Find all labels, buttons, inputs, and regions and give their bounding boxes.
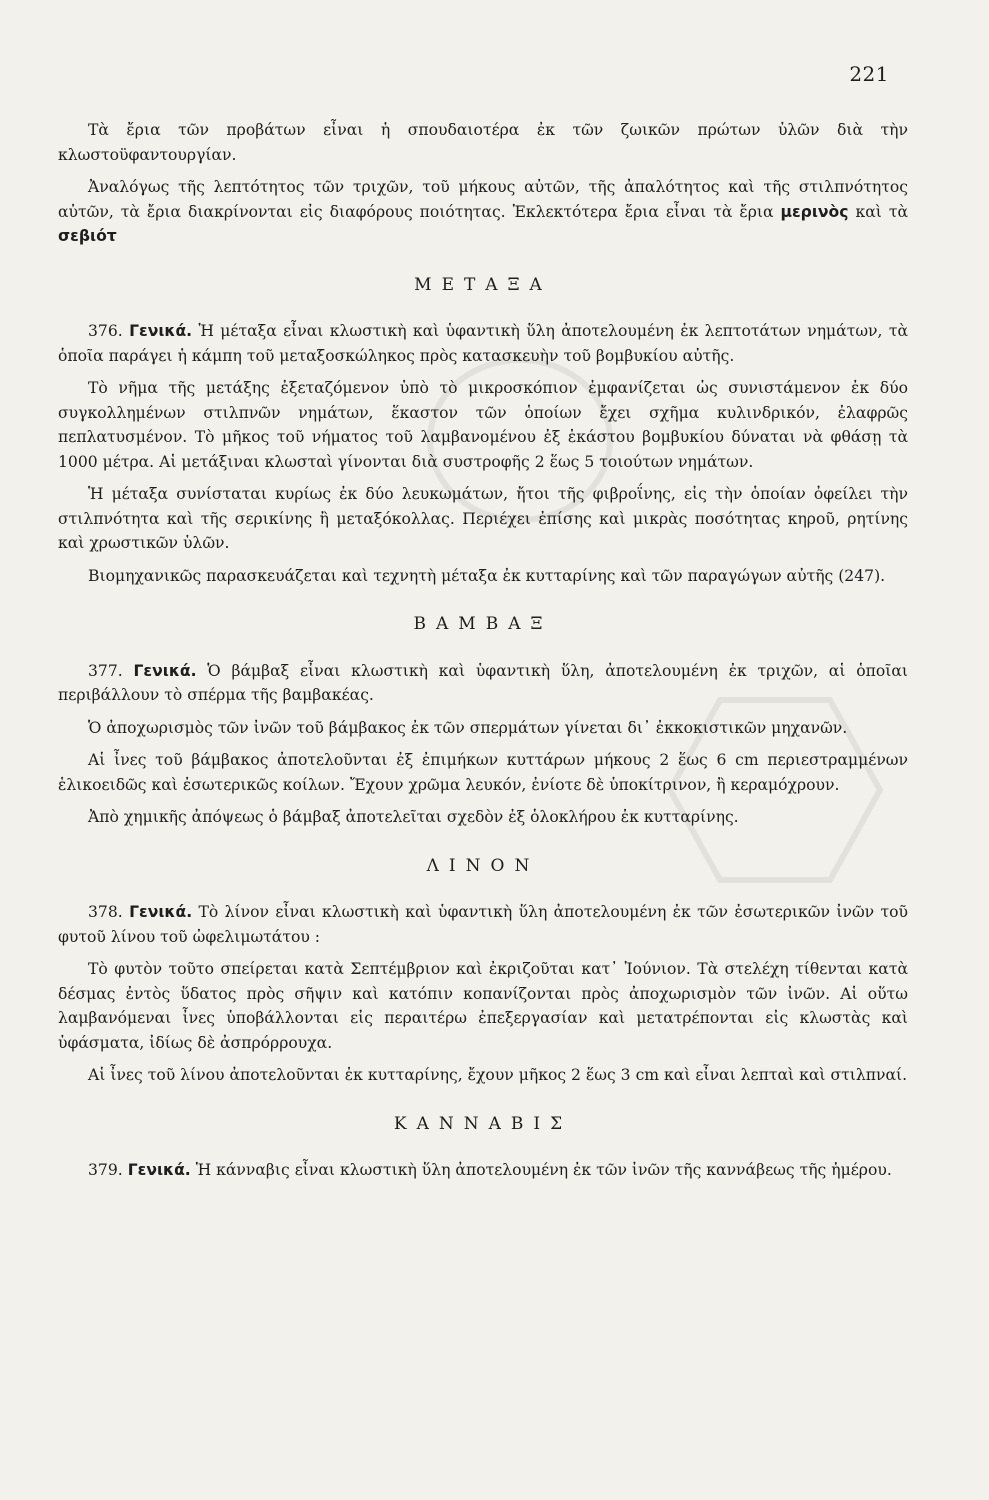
intro-paragraph-1: Τὰ ἔρια τῶν προβάτων εἶναι ἡ σπουδαιοτέρα ἐκ τῶν ζωικῶν πρώτων ὑλῶν διὰ τὴν κλωστοϋφαντουργίαν. xyxy=(58,121,908,164)
hemp-paragraph-1-text: Ἡ κάνναβις εἶναι κλωστικὴ ὕλη ἀποτελουμένη ἐκ τῶν ἰνῶν τῆς καννάβεως τῆς ἡμέρου. xyxy=(195,1161,892,1179)
intro-paragraph-2-mid: καὶ τὰ xyxy=(855,202,908,221)
section-heading: Γενικά. xyxy=(133,661,197,680)
page-body xyxy=(58,118,908,1191)
hemp-paragraph-1 xyxy=(58,1158,908,1183)
cotton-paragraph-2: Ὁ ἀποχωρισμὸς τῶν ἰνῶν τοῦ βάμβακος ἐκ τῶν σπερμάτων γίνεται δι᾽ ἐκκοκιστικῶν μηχανῶν. xyxy=(88,718,848,737)
section-heading: Γενικά. xyxy=(127,1161,191,1179)
cotton-paragraph-4: Ἀπὸ χημικῆς ἀπόψεως ὁ βάμβαξ ἀποτελεῖται σχεδὸν ἐξ ὁλοκλήρου ἐκ κυτταρίνης. xyxy=(88,808,739,826)
page-number: 221 xyxy=(849,62,889,86)
intro-paragraph-2 xyxy=(58,175,908,249)
silk-paragraph-4: Βιομηχανικῶς παρασκευάζεται καὶ τεχνητὴ μέταξα ἐκ κυτταρίνης καὶ τῶν παραγώγων αὐτῆς (247). xyxy=(88,566,886,585)
cotton-paragraph-1-text: Ὁ βάμβαξ εἶναι κλωστικὴ καὶ ὑφαντικὴ ὕλη, ἀποτελουμένη ἐκ τριχῶν, αἱ ὁποῖαι περιβάλλουν τὸ σπέρμα τῆς βαμβακέας. xyxy=(58,661,908,704)
section-title-linen: ΛΙΝΟΝ xyxy=(426,855,540,876)
section-number: 376. xyxy=(88,322,123,340)
section-number: 377. xyxy=(88,661,123,680)
section-number: 378. xyxy=(88,903,123,921)
section-title-cotton: ΒΑΜΒΑΞ xyxy=(413,614,553,634)
section-heading: Γενικά. xyxy=(129,903,193,921)
silk-paragraph-1 xyxy=(58,319,908,368)
linen-paragraph-3: Αἱ ἶνες τοῦ λίνου ἀποτελοῦνται ἐκ κυτταρίνης, ἔχουν μῆκος 2 ἕως 3 cm καὶ εἶναι λεπταὶ καὶ στιλπναί. xyxy=(88,1066,908,1084)
section-heading: Γενικά. xyxy=(129,322,193,340)
intro-paragraph-2-text: Ἀναλόγως τῆς λεπτότητος τῶν τριχῶν, τοῦ μήκους αὐτῶν, τῆς ἀπαλότητος καὶ τῆς στιλπνότητος αὐτῶν, τὰ ἔρια διακρίνονται εἰς διαφόρους ποιότητας. Ἐκλεκτότερα ἔρια εἶναι τὰ ἔρια xyxy=(58,178,908,221)
silk-paragraph-2: Τὸ νῆμα τῆς μετάξης ἐξεταζόμενον ὑπὸ τὸ μικροσκόπιον ἐμφανίζεται ὡς συνιστάμενον ἐκ δύο συγκολλημένων στιλπνῶν νημάτων, ἕκαστον τῶν ὁποίων ἔχει σχῆμα κυλινδρικόν, ἐλαφρῶς πεπλατυσμένον. Τὸ μῆκος τοῦ νήματος τοῦ λαμβανομένου ἐξ ἑκάστου βομβυκίου δύναται νὰ φθάσῃ τὰ 1000 μέτρα. Αἱ μετάξιναι κλωσταὶ γίνονται διὰ συστροφῆς 2 ἕως 5 τοιούτων νημάτων. xyxy=(58,379,908,471)
linen-paragraph-2: Τὸ φυτὸν τοῦτο σπείρεται κατὰ Σεπτέμβριον καὶ ἐκριζοῦται κατ᾽ Ἰούνιον. Τὰ στελέχη τίθενται κατὰ δέσμας ἐντὸς ὕδατος πρὸς σῆψιν καὶ κατόπιν κοπανίζονται πρὸς ἀποχωρισμὸν τῶν ἰνῶν. Αἱ οὕτω λαμβανόμεναι ἶνες ὑποβάλλονται εἰς περαιτέρω ἐπεξεργασίαν καὶ μετατρέπονται εἰς κλωστὰς καὶ ὑφάσματα, ἰδίως δὲ ἀσπρόρρουχα. xyxy=(58,960,908,1052)
term-merino: μερινὸς xyxy=(780,202,849,221)
linen-paragraph-1-text: Τὸ λίνον εἶναι κλωστικὴ καὶ ὑφαντικὴ ὕλη ἀποτελουμένη ἐκ τῶν ἐσωτερικῶν ἰνῶν τοῦ φυτοῦ λίνου τοῦ ὠφελιμωτάτου : xyxy=(58,903,908,946)
section-title-hemp: ΚΑΝΝΑΒΙΣ xyxy=(393,1113,573,1134)
silk-paragraph-3: Ἡ μέταξα συνίσταται κυρίως ἐκ δύο λευκωμάτων, ἤτοι τῆς φιβροΐνης, εἰς τὴν ὁποίαν ὀφείλει τὴν στιλπνότητα καὶ τῆς σερικίνης ἢ μεταξόκολλας. Περιέχει ἐπίσης καὶ μικρὰς ποσότητας κηροῦ, ρητίνης καὶ χρωστικῶν ὑλῶν. xyxy=(58,485,908,552)
section-title-silk: ΜΕΤΑΞΑ xyxy=(414,274,552,295)
silk-paragraph-1-text: Ἡ μέταξα εἶναι κλωστικὴ καὶ ὑφαντικὴ ὕλη ἀποτελουμένη ἐκ λεπτοτάτων νημάτων, τὰ ὁποῖα παράγει ἡ κάμπη τοῦ μεταξοσκώληκος πρὸς κατασκευὴν τοῦ βομβυκίου αὐτῆς. xyxy=(58,322,908,365)
section-number: 379. xyxy=(88,1161,123,1179)
term-cheviot: σεβιότ xyxy=(58,227,117,245)
linen-paragraph-1 xyxy=(58,900,908,949)
cotton-paragraph-1 xyxy=(58,659,908,708)
cotton-paragraph-3: Αἱ ἶνες τοῦ βάμβακος ἀποτελοῦνται ἐξ ἐπιμήκων κυττάρων μήκους 2 ἕως 6 cm περιεστραμμένων ἑλικοειδῶς καὶ ἐσωτερικῶς κοίλων. Ἔχουν χρῶμα λευκόν, ἐνίοτε δὲ ὑποκίτρινον, ἢ κεραμόχρουν. xyxy=(58,751,908,794)
